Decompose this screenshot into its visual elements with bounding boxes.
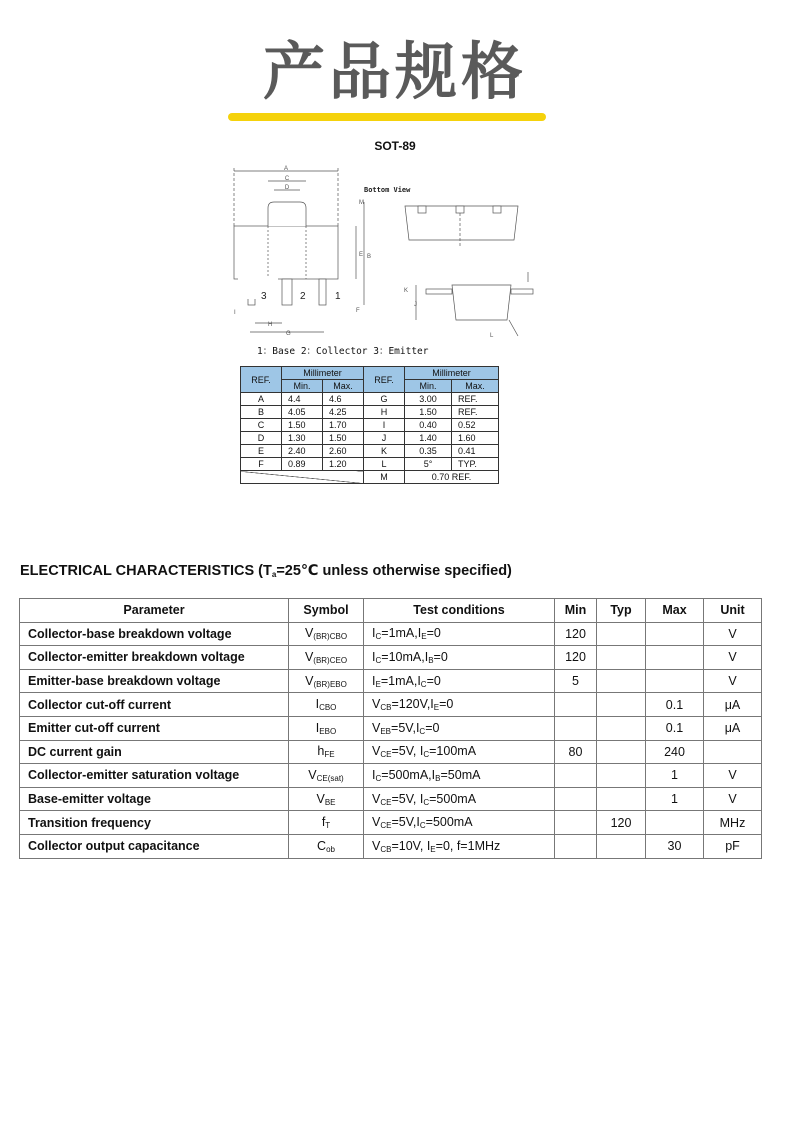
dim-ref: M — [364, 471, 405, 484]
lead-2 — [282, 279, 292, 305]
condition-value: =10mA, — [381, 649, 425, 664]
dim-max: 1.60 — [452, 432, 499, 445]
dim-max: 4.25 — [323, 406, 364, 419]
condition-subscript: CE — [380, 821, 392, 831]
max-cell: 0.1 — [646, 693, 704, 717]
package-name: SOT-89 — [374, 139, 416, 153]
condition-var: I — [372, 626, 376, 641]
unit-cell — [704, 740, 762, 764]
millimeter-header: Millimeter — [282, 367, 364, 380]
side-view-body — [452, 285, 511, 320]
dim-ref: H — [364, 406, 405, 419]
dim-row — [241, 471, 499, 484]
typ-cell — [597, 834, 646, 858]
dim-row — [241, 406, 499, 419]
electrical-characteristics-table — [19, 598, 762, 859]
max-cell — [646, 811, 704, 835]
pin-3-label: 3 — [261, 291, 267, 302]
dim-ref: L — [364, 458, 405, 471]
conditions-header: Test conditions — [364, 599, 555, 623]
typ-cell: 120 — [597, 811, 646, 835]
condition-value: =100mA — [429, 744, 477, 759]
dim-min: 3.00 — [405, 393, 452, 406]
title-underline — [228, 113, 546, 121]
symbol-main: C — [317, 838, 327, 853]
unit-cell: V — [704, 787, 762, 811]
max-cell: 0.1 — [646, 716, 704, 740]
symbol-main: V — [304, 649, 314, 664]
dim-row — [241, 419, 499, 432]
max-cell: 1 — [646, 764, 704, 788]
symbol-header: Symbol — [289, 599, 364, 623]
dim-ref: E — [241, 445, 282, 458]
min-cell: 5 — [555, 669, 597, 693]
typ-cell — [597, 622, 646, 646]
condition-value: =1mA, — [381, 626, 418, 641]
condition-subscript: CE — [380, 797, 392, 807]
condition-subscript: C — [423, 797, 430, 807]
condition-var: I — [417, 626, 422, 641]
table-row — [20, 716, 762, 740]
condition-var: V — [372, 838, 381, 853]
symbol-cell — [289, 693, 364, 717]
condition-subscript: E — [433, 703, 440, 713]
electrical-section-title: ELECTRICAL CHARACTERISTICS ($T_a=25℃$ unless otherwise specified) — [20, 563, 512, 579]
symbol-main: I — [315, 697, 320, 712]
condition-var: I — [424, 649, 429, 664]
parameter-cell: Base-emitter voltage — [20, 787, 289, 811]
dim-min: 1.30 — [282, 432, 323, 445]
parameter-cell: Collector-emitter saturation voltage — [20, 764, 289, 788]
dim-L-label: L — [490, 333, 494, 339]
dim-max: 4.6 — [323, 393, 364, 406]
condition-var: V — [372, 720, 381, 735]
max-cell: 240 — [646, 740, 704, 764]
dim-ref: J — [364, 432, 405, 445]
symbol-cell — [289, 669, 364, 693]
conditions-cell — [364, 646, 555, 670]
dim-ref: B — [241, 406, 282, 419]
dim-blank-cell — [241, 471, 364, 484]
max-cell — [646, 669, 704, 693]
condition-subscript: C — [420, 679, 427, 689]
symbol-subscript: BE — [324, 797, 336, 807]
conditions-cell — [364, 787, 555, 811]
symbol-subscript: CBO — [319, 703, 337, 713]
symbol-subscript: EBO — [319, 726, 337, 736]
max-header: Max. — [323, 380, 364, 393]
condition-var: I — [419, 744, 424, 759]
symbol-cell — [289, 811, 364, 835]
table-row — [20, 740, 762, 764]
condition-value: =0 — [439, 697, 454, 712]
table-row — [20, 646, 762, 670]
unit-cell: μA — [704, 716, 762, 740]
dim-C-label: C — [284, 176, 290, 182]
condition-subscript: C — [375, 632, 382, 642]
condition-var: I — [419, 791, 424, 806]
parameter-cell: Collector cut-off current — [20, 693, 289, 717]
condition-value: =0 — [426, 673, 441, 688]
dim-max: 1.20 — [323, 458, 364, 471]
dim-max: 1.50 — [323, 432, 364, 445]
symbol-subscript: (BR)CEO — [313, 655, 348, 665]
condition-var: I — [417, 673, 421, 688]
condition-subscript: E — [421, 632, 427, 642]
condition-value: =5V, — [391, 791, 420, 806]
page-title: 产品规格 — [262, 35, 527, 108]
condition-value: =5V, — [391, 744, 420, 759]
symbol-subscript: T — [325, 821, 331, 831]
lead-1 — [319, 279, 326, 305]
unit-cell: V — [704, 646, 762, 670]
dim-max: REF. — [452, 393, 499, 406]
unit-cell: MHz — [704, 811, 762, 835]
typ-cell — [597, 740, 646, 764]
symbol-main: V — [304, 626, 314, 641]
conditions-cell — [364, 622, 555, 646]
pin-1-label: 1 — [335, 291, 341, 302]
dim-max: 0.52 — [452, 419, 499, 432]
typ-cell — [597, 716, 646, 740]
unit-cell: μA — [704, 693, 762, 717]
condition-subscript: CB — [380, 844, 392, 854]
dim-min: 0.40 — [405, 419, 452, 432]
conditions-cell — [364, 693, 555, 717]
parameter-cell: Collector-emitter breakdown voltage — [20, 646, 289, 670]
dim-min: 1.50 — [282, 419, 323, 432]
condition-subscript: C — [419, 726, 426, 736]
dim-min: 2.40 — [282, 445, 323, 458]
dim-J-label: J — [414, 302, 417, 308]
dim-ref: I — [364, 419, 405, 432]
condition-value: =0 — [425, 720, 440, 735]
condition-value: =500mA, — [381, 767, 432, 782]
symbol-cell — [289, 646, 364, 670]
pin-legend: 1：Base 2：Collector 3：Emitter — [257, 346, 429, 357]
dim-max: 1.70 — [323, 419, 364, 432]
min-cell — [555, 716, 597, 740]
dim-max: 2.60 — [323, 445, 364, 458]
symbol-subscript: FE — [324, 750, 335, 760]
symbol-cell — [289, 787, 364, 811]
max-cell — [646, 646, 704, 670]
symbol-subscript: ob — [326, 844, 335, 854]
dim-min: 0.35 — [405, 445, 452, 458]
unit-cell: V — [704, 764, 762, 788]
condition-var: V — [372, 744, 381, 759]
max-cell: 30 — [646, 834, 704, 858]
condition-value: =500mA — [429, 791, 477, 806]
table-row — [20, 787, 762, 811]
condition-subscript: E — [375, 679, 381, 689]
dim-M-label: M — [359, 200, 364, 206]
dim-ref: C — [241, 419, 282, 432]
min-header: Min. — [282, 380, 323, 393]
dim-row — [241, 458, 499, 471]
condition-value: =5V, — [391, 815, 417, 830]
condition-subscript: C — [375, 773, 382, 783]
conditions-cell — [364, 716, 555, 740]
symbol-main: V — [305, 673, 314, 688]
condition-var: I — [415, 720, 420, 735]
dim-max: 0.41 — [452, 445, 499, 458]
dim-ref: G — [364, 393, 405, 406]
condition-value: =120V, — [391, 697, 431, 712]
dim-G-label: G — [286, 331, 291, 337]
symbol-cell — [289, 834, 364, 858]
dim-ref: F — [241, 458, 282, 471]
symbol-cell — [289, 764, 364, 788]
symbol-subscript: CE(sat) — [316, 773, 344, 783]
table-row — [20, 834, 762, 858]
conditions-cell — [364, 764, 555, 788]
table-row — [20, 811, 762, 835]
dim-K-label: K — [404, 288, 409, 294]
symbol-main: V — [308, 767, 317, 782]
condition-value: =1mA, — [380, 673, 418, 688]
conditions-cell — [364, 811, 555, 835]
symbol-main: h — [317, 744, 325, 759]
dim-E-label: E — [359, 252, 364, 258]
condition-subscript: EB — [380, 726, 392, 736]
dim-B-label: B — [367, 254, 372, 260]
dim-min: 5° — [405, 458, 452, 471]
condition-subscript: C — [375, 655, 382, 665]
dim-row — [241, 432, 499, 445]
min-header: Min — [555, 599, 597, 623]
condition-var: I — [416, 815, 420, 830]
collector-tab — [268, 202, 306, 226]
table-row — [20, 693, 762, 717]
parameter-cell: Collector output capacitance — [20, 834, 289, 858]
conditions-cell — [364, 740, 555, 764]
package-body-top-view — [234, 226, 338, 279]
condition-subscript: C — [419, 821, 426, 831]
conditions-cell — [364, 669, 555, 693]
dim-min: 1.40 — [405, 432, 452, 445]
min-cell: 80 — [555, 740, 597, 764]
dim-value: 0.70 REF. — [405, 471, 499, 484]
typ-cell — [597, 669, 646, 693]
max-cell: 1 — [646, 787, 704, 811]
condition-subscript: CE — [380, 750, 392, 760]
dim-ref: D — [241, 432, 282, 445]
dim-max: REF. — [452, 406, 499, 419]
typ-cell — [597, 764, 646, 788]
condition-value: =500mA — [425, 815, 473, 830]
condition-var: I — [372, 767, 376, 782]
condition-value: =0 — [433, 649, 448, 664]
dim-min: 1.50 — [405, 406, 452, 419]
ref-header-2: REF. — [364, 367, 405, 393]
symbol-subscript: (BR)EBO — [313, 679, 347, 689]
condition-var: V — [372, 815, 381, 830]
condition-value: =50mA — [440, 767, 481, 782]
min-cell — [555, 693, 597, 717]
symbol-cell — [289, 740, 364, 764]
symbol-main: f — [321, 815, 326, 830]
unit-cell: pF — [704, 834, 762, 858]
condition-subscript: C — [423, 750, 430, 760]
ref-header: REF. — [241, 367, 282, 393]
typ-cell — [597, 693, 646, 717]
table-row — [20, 669, 762, 693]
pin-2-label: 2 — [300, 291, 306, 302]
max-header: Max — [646, 599, 704, 623]
condition-var: V — [372, 697, 381, 712]
condition-value: =5V, — [391, 720, 416, 735]
min-cell — [555, 811, 597, 835]
condition-var: I — [430, 697, 434, 712]
typ-cell — [597, 787, 646, 811]
max-cell — [646, 622, 704, 646]
condition-var: I — [372, 649, 376, 664]
min-header-2: Min. — [405, 380, 452, 393]
millimeter-header-2: Millimeter — [405, 367, 499, 380]
parameter-cell: Collector-base breakdown voltage — [20, 622, 289, 646]
symbol-cell — [289, 622, 364, 646]
package-outline-drawing — [228, 160, 548, 345]
dim-D-label: D — [284, 185, 290, 191]
condition-subscript: CB — [380, 703, 392, 713]
condition-subscript: E — [430, 844, 436, 854]
unit-cell: V — [704, 669, 762, 693]
unit-header: Unit — [704, 599, 762, 623]
min-cell — [555, 787, 597, 811]
symbol-main: V — [316, 791, 325, 806]
symbol-main: I — [315, 720, 320, 735]
unit-cell: V — [704, 622, 762, 646]
dim-H-label: H — [268, 322, 273, 328]
typ-cell — [597, 646, 646, 670]
condition-value: =0, f=1MHz — [435, 838, 501, 853]
parameter-cell: Transition frequency — [20, 811, 289, 835]
bottom-view-label: Bottom View — [364, 186, 411, 194]
condition-var: V — [372, 791, 381, 806]
dimensions-table — [240, 366, 499, 484]
table-row — [20, 764, 762, 788]
parameter-header: Parameter — [20, 599, 289, 623]
dim-min: 4.4 — [282, 393, 323, 406]
min-cell: 120 — [555, 646, 597, 670]
condition-subscript: B — [428, 655, 434, 665]
dim-A-label: A — [283, 166, 289, 172]
symbol-cell — [289, 716, 364, 740]
conditions-cell — [364, 834, 555, 858]
min-cell — [555, 764, 597, 788]
condition-value: =0 — [426, 626, 441, 641]
dim-ref: K — [364, 445, 405, 458]
typ-header: Typ — [597, 599, 646, 623]
dim-row — [241, 393, 499, 406]
condition-subscript: B — [435, 773, 441, 783]
parameter-cell: Emitter cut-off current — [20, 716, 289, 740]
table-row — [20, 622, 762, 646]
dim-F-label: F — [356, 308, 360, 314]
dim-ref: A — [241, 393, 282, 406]
min-cell: 120 — [555, 622, 597, 646]
condition-var: I — [426, 838, 431, 853]
condition-var: I — [372, 673, 376, 688]
min-cell — [555, 834, 597, 858]
dim-min: 4.05 — [282, 406, 323, 419]
parameter-cell: DC current gain — [20, 740, 289, 764]
max-header-2: Max. — [452, 380, 499, 393]
dim-I-label: I — [234, 310, 236, 316]
condition-value: =10V, — [391, 838, 427, 853]
dim-row — [241, 445, 499, 458]
condition-var: I — [431, 767, 436, 782]
symbol-subscript: (BR)CBO — [313, 632, 348, 642]
dim-min: 0.89 — [282, 458, 323, 471]
dim-max: TYP. — [452, 458, 499, 471]
parameter-cell: Emitter-base breakdown voltage — [20, 669, 289, 693]
